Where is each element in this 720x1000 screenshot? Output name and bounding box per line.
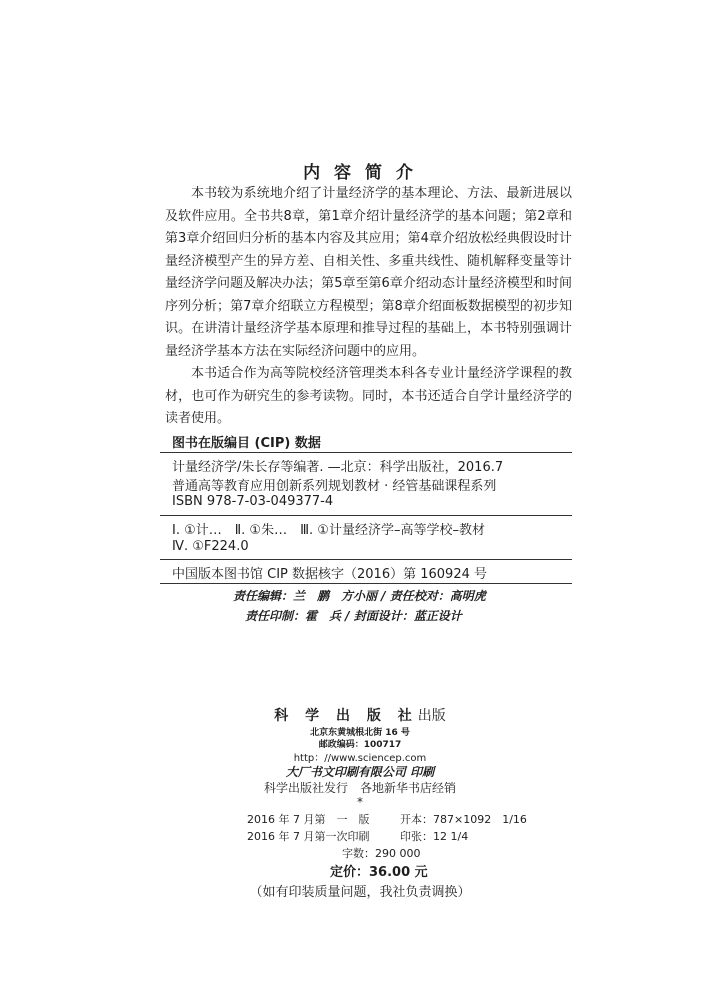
- publisher-postcode: 邮政编码：100717: [318, 740, 402, 750]
- separator-star: *: [357, 795, 363, 809]
- editor-credits: 责任编辑：兰 鹏 方小丽 / 责任校对：高明虎: [233, 589, 486, 603]
- price: 定价：36.00 元: [330, 865, 428, 880]
- cip-bibliographic: 计量经济学/朱长存等编著. —北京：科学出版社，2016.7: [172, 460, 504, 475]
- summary-title: 内 容 简 介: [303, 163, 417, 183]
- quality-note: （如有印装质量问题，我社负责调换）: [249, 885, 471, 900]
- format-size: 开本：787×1092 1/16: [400, 813, 527, 826]
- divider: [160, 559, 572, 560]
- summary-paragraph: 本书适合作为高等院校经济管理类本科各专业计量经济学课程的教材，也可作为研究生的参考读物。同时，本书还适合自学计量经济学的读者使用。: [165, 366, 572, 426]
- cip-series: 普通高等教育应用创新系列规划教材 · 经管基础课程系列: [172, 479, 497, 494]
- cip-classification-code: Ⅳ. ①F224.0: [172, 539, 249, 554]
- word-count: 字数：290 000: [342, 847, 421, 860]
- production-credits: 责任印制：霍 兵 / 封面设计：蓝正设计: [245, 609, 462, 623]
- cip-record-number: 中国版本图书馆 CIP 数据核字（2016）第 160924 号: [172, 567, 487, 582]
- print-sheets: 印张：12 1/4: [400, 830, 469, 843]
- printing-date: 2016 年 7 月第一次印刷: [247, 830, 370, 843]
- publisher-suffix: 出版: [417, 708, 446, 724]
- edition-date: 2016 年 7 月第 一 版: [247, 813, 370, 826]
- publisher-name: [0, 705, 720, 725]
- distribution-line: 科学出版社发行 各地新华书店经销: [263, 781, 456, 795]
- divider: [160, 583, 572, 584]
- publisher-logo-text: 科 学 出 版 社: [274, 708, 418, 724]
- divider: [160, 515, 572, 516]
- cip-classification: Ⅰ. ①计… Ⅱ. ①朱… Ⅲ. ①计量经济学–高等学校–教材: [172, 523, 485, 538]
- summary-paragraph: 本书较为系统地介绍了计量经济学的基本理论、方法、最新进展以及软件应用。全书共8章，第1章介绍计量经济学的基本问题；第2章和第3章介绍回归分析的基本内容及其应用；第4章介绍放松经典假设时计量经济模型产生的异方差、自相关性、多重共线性、随机解释变量等计量经济学问题及解决办法；第5章至第6章介绍动态计量经济模型和时间序列分析；第7章介绍联立方程模型；第8章介绍面板数据模型的初步知识。在讲清计量经济学基本原理和推导过程的基础上，本书特别强调计量经济学基本方法在实际经济问题中的应用。: [165, 186, 572, 359]
- publisher-address: 北京东黄城根北街 16 号: [310, 728, 410, 738]
- cip-isbn: ISBN 978-7-03-049377-4: [172, 494, 334, 509]
- summary-body: [165, 183, 572, 431]
- cip-heading: 图书在版编目 (CIP) 数据: [172, 436, 321, 451]
- printer-name: 大厂书文印刷有限公司 印刷: [285, 765, 435, 779]
- divider: [160, 452, 572, 453]
- publisher-url: http：//www.sciencep.com: [293, 753, 427, 764]
